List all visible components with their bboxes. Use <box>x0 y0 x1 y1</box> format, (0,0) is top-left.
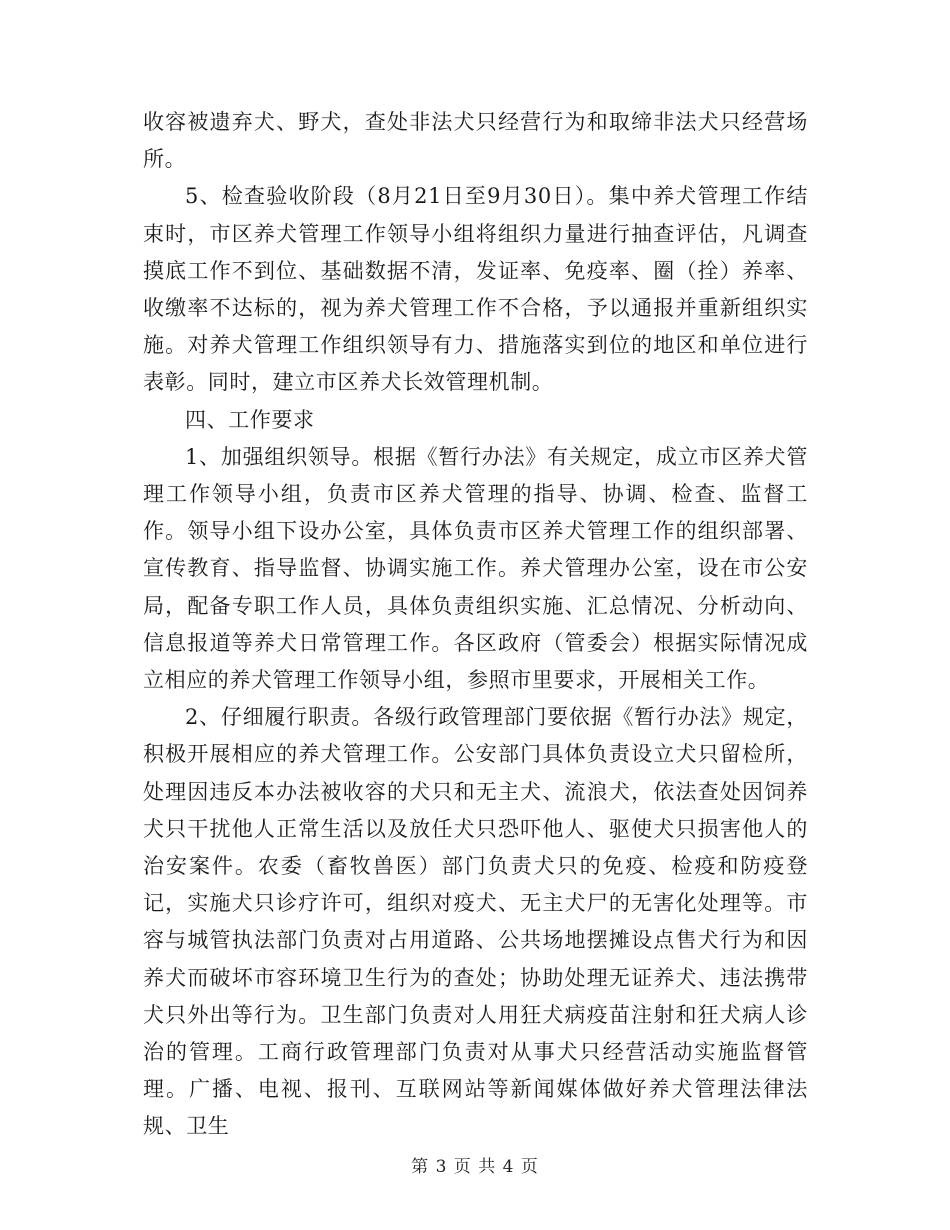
document-body <box>143 104 808 1146</box>
section-heading-work-requirements: 四、工作要求 <box>185 407 315 432</box>
paragraph-perform-duties: 2、仔细履行职责。各级行政管理部门要依据《暂行办法》规定，积极开展相应的养犬管理工作。公安部门具体负责设立犬只留检所，处理因违反本办法被收容的犬只和无主犬、流浪犬，依法查处因饲养犬只干扰他人正常生活以及放任犬只恐吓他人、驱使犬只损害他人的治安案件。农委（畜牧兽医）部门负责犬只的免疫、检疫和防疫登记，实施犬只诊疗许可，组织对疫犬、无主犬尸的无害化处理等。市容与城管执法部门负责对占用道路、公共场地摆摊设点售犬行为和因养犬而破坏市容环境卫生行为的查处；协助处理无证养犬、违法携带犬只外出等行为。卫生部门负责对人用狂犬病疫苗注射和狂犬病人诊治的管理。工商行政管理部门负责对从事犬只经营活动实施监督管理。广播、电视、报刊、互联网站等新闻媒体做好养犬管理法律法规、卫生 <box>143 705 808 1139</box>
paragraph-inspection-stage: 5、检查验收阶段（8月21日至9月30日）。集中养犬管理工作结束时，市区养犬管理工作领导小组将组织力量进行抽查评估，凡调查摸底工作不到位、基础数据不清，发证率、免疫率、圈（拴）养率、收缴率不达标的，视为养犬管理工作不合格，予以通报并重新组织实施。对养犬管理工作组织领导有力、措施落实到位的地区和单位进行表彰。同时，建立市区养犬长效管理机制。 <box>143 184 808 395</box>
paragraph-continuation: 收容被遗弃犬、野犬，查处非法犬只经营行为和取缔非法犬只经营场所。 <box>143 110 808 172</box>
paragraph-strengthen-leadership: 1、加强组织领导。根据《暂行办法》有关规定，成立市区养犬管理工作领导小组，负责市区养犬管理的指导、协调、检查、监督工作。领导小组下设办公室，具体负责市区养犬管理工作的组织部署、宣传教育、指导监督、协调实施工作。养犬管理办公室，设在市公安局，配备专职工作人员，具体负责组织实施、汇总情况、分析动向、信息报道等养犬日常管理工作。各区政府（管委会）根据实际情况成立相应的养犬管理工作领导小组，参照市里要求，开展相关工作。 <box>143 444 808 693</box>
page-number-footer: 第 3 页 共 4 页 <box>411 1157 539 1177</box>
